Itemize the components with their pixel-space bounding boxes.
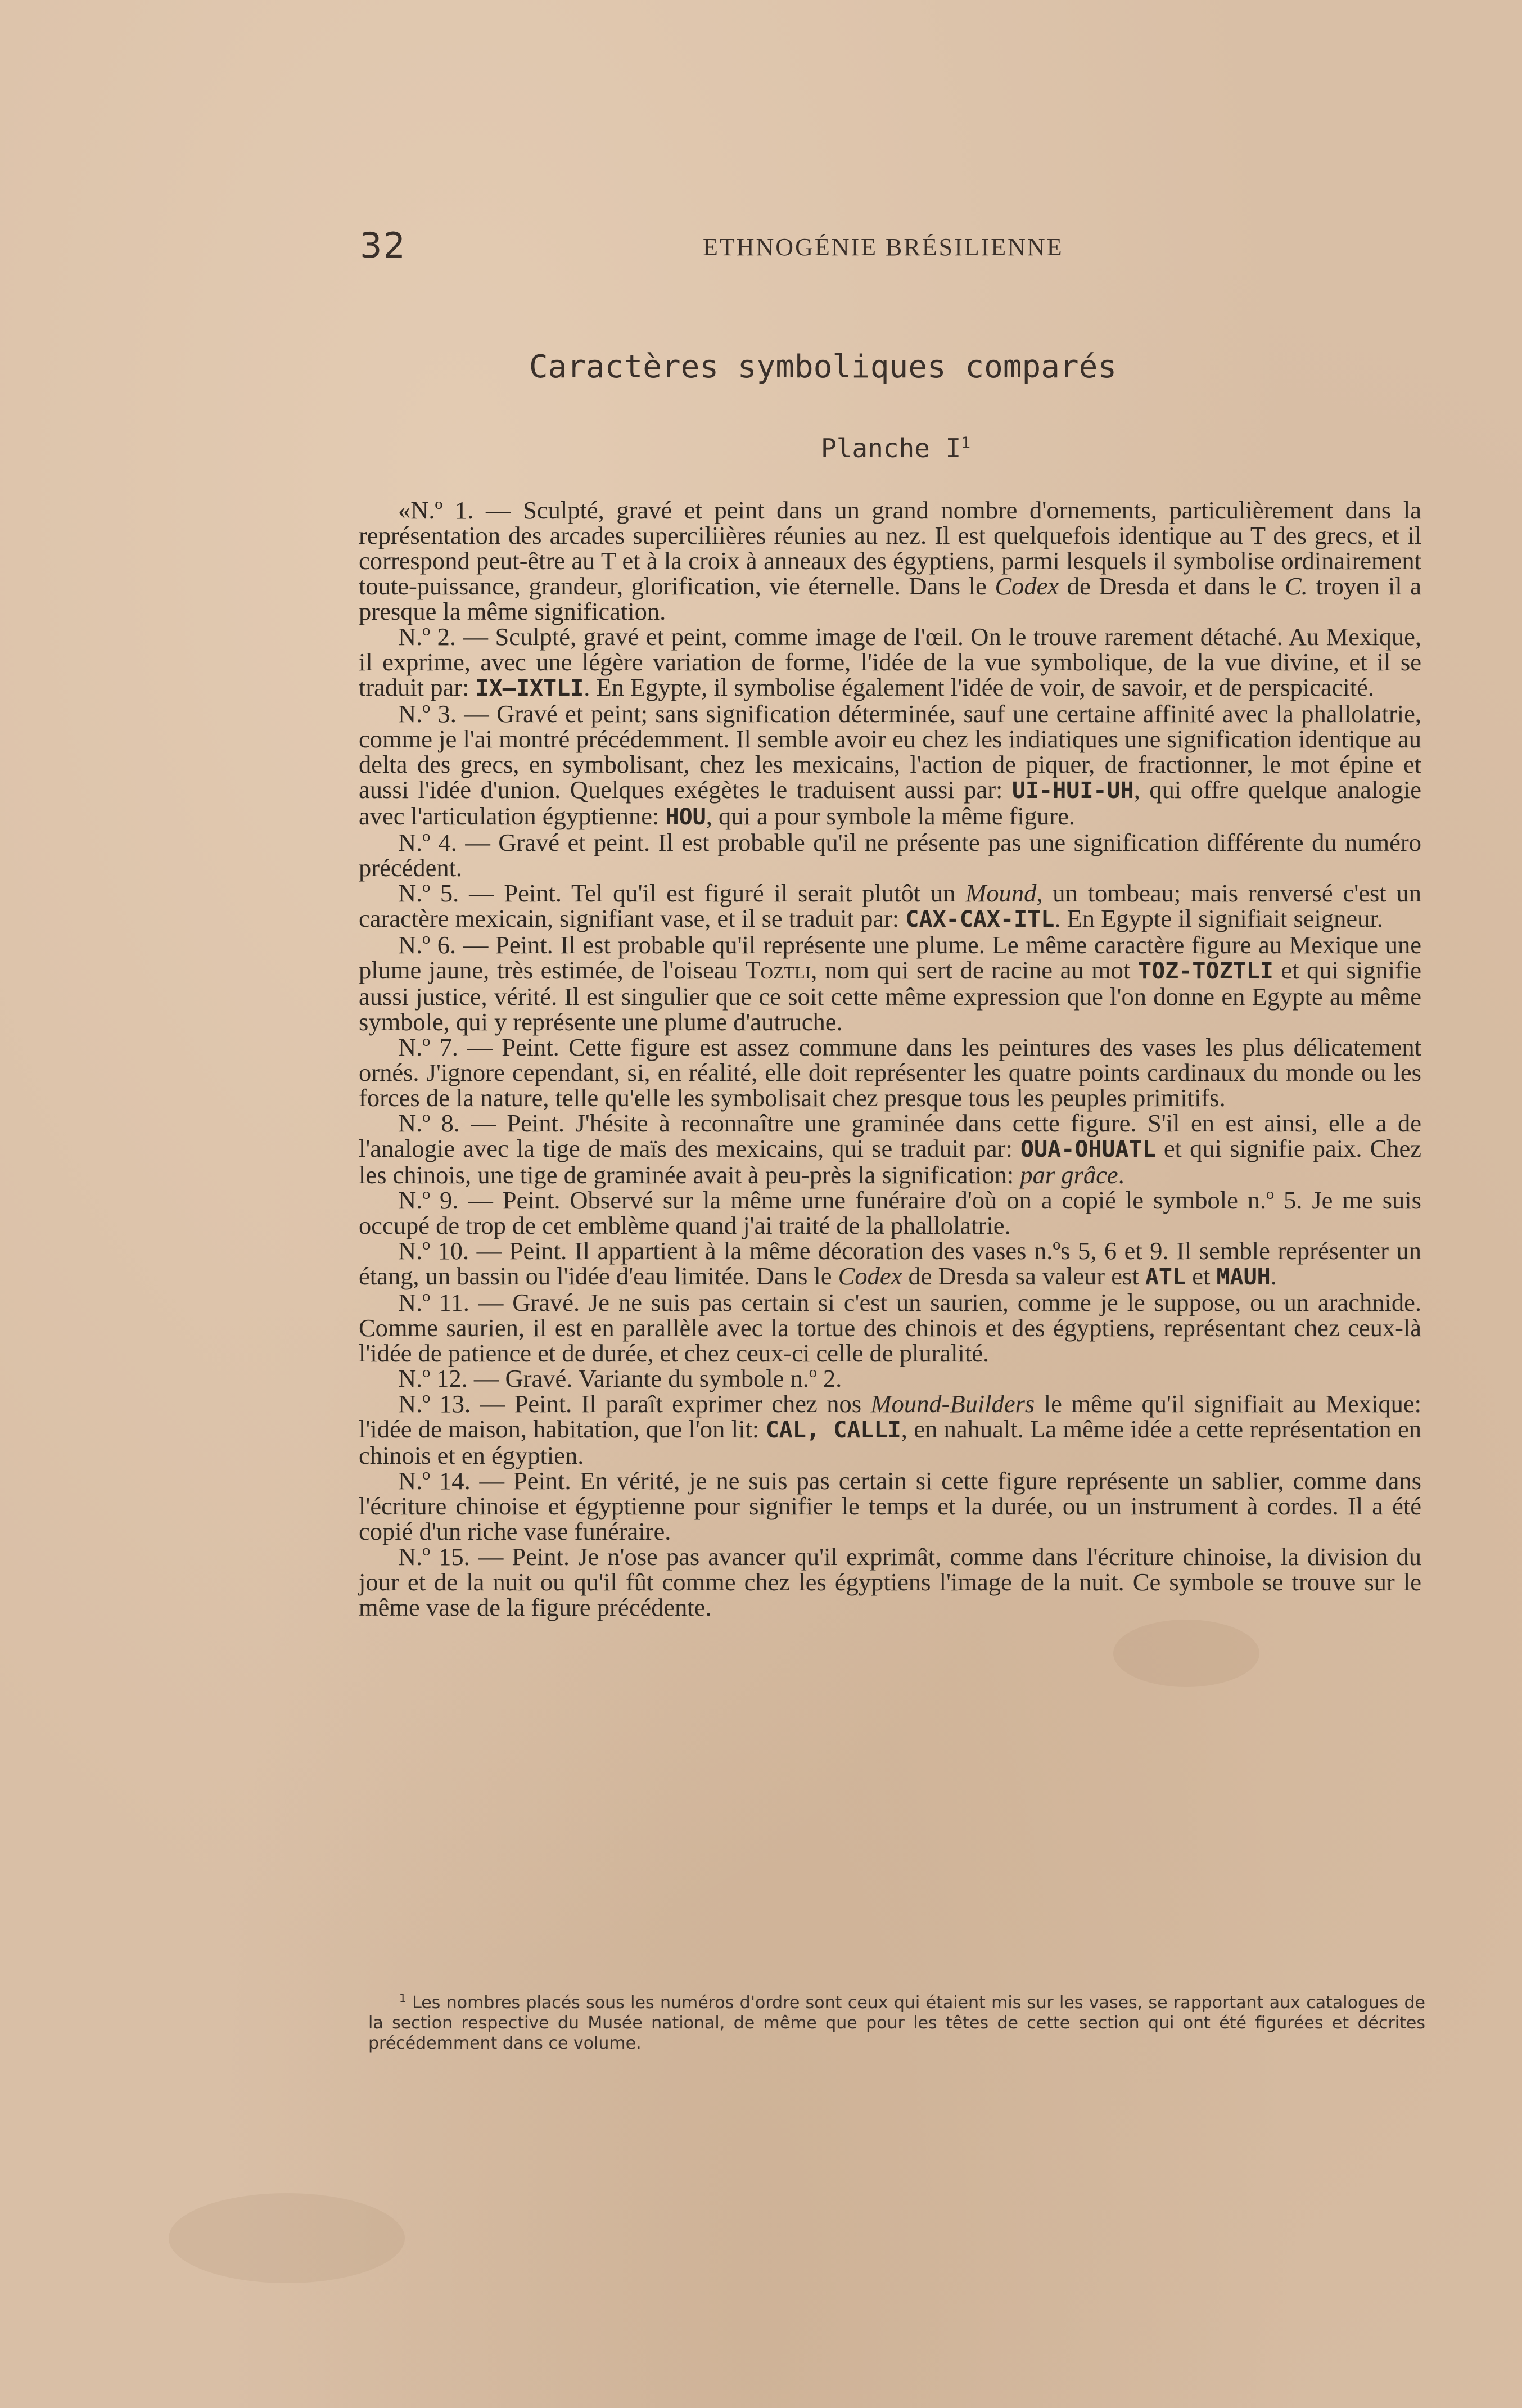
paragraph: N.º 7. — Peint. Cette figure est assez commune dans les peintures des vases les plus délicatement ornés. J'ignore cependant, si, en réalité, elle doit représenter les quatre points cardinaux du monde ou les forces de la nature, telle qu'elle les symbolisait chez presque tous les peuples primitifs. <box>359 1033 1421 1112</box>
paragraph: N.º 13. — Peint. Il paraît exprimer chez nos Mound-Builders le même qu'il signifiait au Mexique: l'idée de maison, habitation, que l'on lit: CAL, CALLI, en nahualt. La même idée a cette représentation en chinois et en égyptien. <box>359 1390 1422 1469</box>
paragraph: N.º 5. — Peint. Tel qu'il est figuré il serait plutôt un Mound, un tombeau; mais renversé c'est un caractère mexicain, signifiant vase, et il se traduit par: CAX-CAX-ITL. En Egypte il signifiait seigneur. <box>359 879 1421 932</box>
section-title-text: Caractères symboliques comparés <box>529 349 1117 385</box>
plate-text: Planche I <box>821 433 961 463</box>
paragraph: N.º 8. — Peint. J'hésite à reconnaître une graminée dans cette figure. S'il en est ainsi, elle a de l'analogie avec la tige de maïs des mexicains, qui se traduit par: OUA-OHUATL et qui signifie paix. Chez les chinois, une tige de graminée avait à peu-près la signification: par grâce. <box>359 1109 1421 1189</box>
paragraph: «N.º 1. — Sculpté, gravé et peint dans un grand nombre d'ornements, particulièrement dans la représentation des arcades superciliières réunies au nez. Il est quelquefois identique au T des grecs, et il correspond peut-être au T et à la croix à anneaux des égyptiens, parmi lesquels il symbolise ordinairement toute-puissance, grandeur, glorification, vie éternelle. Dans le Codex de Dresda et dans le C. troyen il a presque la même signification. <box>359 496 1421 625</box>
paragraph: N.º 11. — Gravé. Je ne suis pas certain si c'est un saurien, comme je le suppose, ou un arachnide. Comme saurien, il est en parallèle avec la tortue des chinois et des égyptiens, représentant chez ceux-là l'idée de patience et de durée, et chez ceux-ci celle de pluralité. <box>359 1288 1421 1367</box>
section-title <box>0 349 1522 385</box>
paragraph: N.º 2. — Sculpté, gravé et peint, comme image de l'œil. On le trouve rarement détaché. Au Mexique, il exprime, avec une légère variation de forme, l'idée de la vue symbolique, de la vue divine, et il se traduit par: IX—IXTLI. En Egypte, il symbolise également l'idée de voir, de savoir, et de perspicacité. <box>359 623 1421 701</box>
paragraph: N.º 4. — Gravé et peint. Il est probable qu'il ne présente pas une signification différente du numéro précédent. <box>359 828 1421 882</box>
paragraph: N.º 15. — Peint. Je n'ose pas avancer qu'il exprimât, comme dans l'écriture chinoise, la division du jour et de la nuit ou qu'il fût comme chez les égyptiens l'image de la nuit. Ce symbole se trouve sur le même vase de la figure précédente. <box>359 1543 1421 1621</box>
paragraph: N.º 3. — Gravé et peint; sans signification déterminée, sauf une certaine affinité avec la phallolatrie, comme je l'ai montré précédemment. Il semble avoir eu chez les indiatiques une signification identique au delta des grecs, en symbolisant, chez les mexicains, l'action de piquer, de fractionner, le mot épine et aussi l'idée d'union. Quelques exégètes le traduisent aussi par: UI-HUI-UH, qui offre quelque analogie avec l'articulation égyptienne: HOU, qui a pour symbole la même figure. <box>359 700 1421 830</box>
paragraph: N.º 14. — Peint. En vérité, je ne suis pas certain si cette figure représente un sablier, comme dans l'écriture chinoise et égyptienne pour signifier le temps et la durée, ou un instrument à cordes. Il a été copié d'un riche vase funéraire. <box>359 1467 1421 1545</box>
paragraph: N.º 10. — Peint. Il appartient à la même décoration des vases n.ºs 5, 6 et 9. Il semble représenter un étang, un bassin ou l'idée d'eau limitée. Dans le Codex de Dresda sa valeur est ATL et MAUH. <box>359 1237 1421 1290</box>
page-number: 32 <box>360 225 407 266</box>
body-text <box>359 498 1421 1620</box>
footnote-mark: 1 <box>399 1991 407 2005</box>
running-title: ETHNOGÉNIE BRÉSILIENNE <box>703 233 1064 261</box>
paragraph: N.º 9. — Peint. Observé sur la même urne funéraire d'où on a copié le symbole n.º 5. Je me suis occupé de trop de cet emblème quand j'ai traité de la phallolatrie. <box>359 1186 1421 1239</box>
paper-stain <box>169 2193 405 2283</box>
paper-stain <box>1113 1620 1259 1687</box>
footnote <box>368 1988 1425 2054</box>
paragraph: N.º 12. — Gravé. Variante du symbole n.º 2. <box>398 1364 842 1392</box>
paragraph: N.º 6. — Peint. Il est probable qu'il représente une plume. Le même caractère figure au Mexique une plume jaune, très estimée, de l'oiseau Toztli, nom qui sert de racine au mot TOZ-TOZTLI et qui signifie aussi justice, vérité. Il est singulier que ce soit cette même expression que l'on donne en Egypte au même symbole, qui y représente une plume d'autruche. <box>359 931 1421 1036</box>
footnote-reference: 1 <box>961 433 971 452</box>
footnote-text: Les nombres placés sous les numéros d'ordre sont ceux qui étaient mis sur les vases, se rapportant aux catalogues de la section respective du Musée national, de même que pour les têtes de cette section qui ont été figurées et décrites précédemment dans ce volume. <box>368 1993 1425 2053</box>
running-head <box>360 225 1198 270</box>
plate-label <box>821 433 970 463</box>
